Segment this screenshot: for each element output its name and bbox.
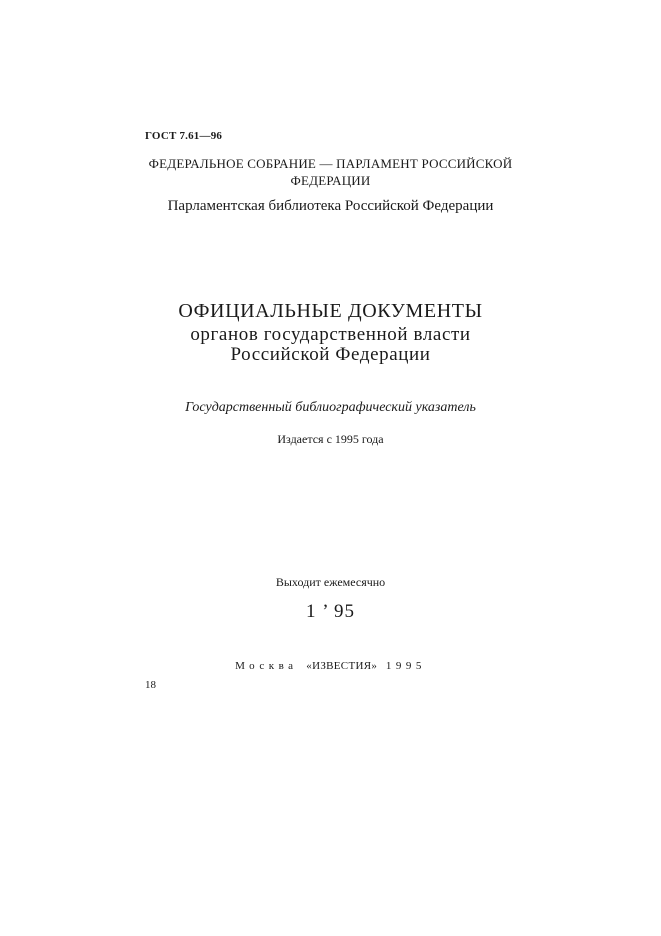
library-name: Парламентская библиотека Российской Федерации [167, 198, 494, 214]
publication-frequency: Выходит ежемесячно [275, 575, 386, 589]
title-line-2: органов государственной власти [190, 324, 471, 345]
title-line-3: Российской Федерации [230, 344, 431, 365]
title-line-1: ОФИЦИАЛЬНЫЕ ДОКУМЕНТЫ [178, 300, 483, 322]
published-since: Издается с 1995 года [277, 432, 384, 446]
index-type: Государственный библиографический указатель [185, 400, 476, 415]
imprint-line [0, 660, 661, 672]
page-number: 18 [145, 679, 156, 691]
imprint-city: Москва [235, 660, 298, 672]
organization-line-2: ФЕДЕРАЦИИ [290, 173, 371, 188]
imprint-publisher: «ИЗВЕСТИЯ» [306, 660, 378, 672]
issue-number: 1 ’ 95 [306, 601, 355, 622]
organization-line-1: ФЕДЕРАЛЬНОЕ СОБРАНИЕ — ПАРЛАМЕНТ РОССИЙСКОЙ [148, 156, 513, 171]
standard-code: ГОСТ 7.61—96 [145, 130, 223, 142]
imprint-year: 1995 [385, 660, 426, 672]
